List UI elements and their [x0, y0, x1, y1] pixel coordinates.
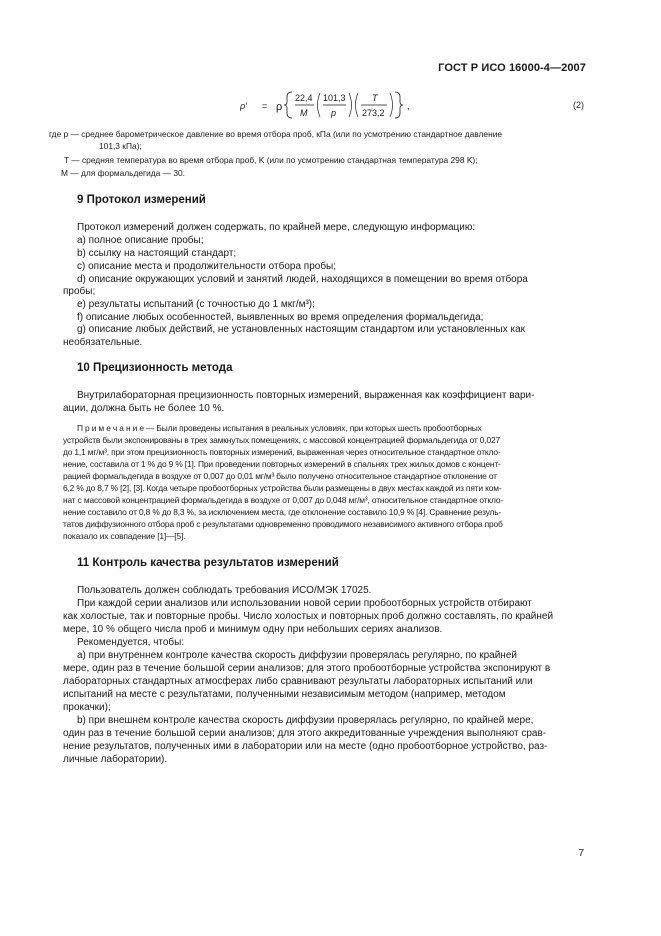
- note-line: П р и м е ч а н и е — Были проведены испытания в реальных условиях, при которых шесть пробоотборных: [77, 423, 482, 433]
- note-line: 6,2 % до 8,7 % [2], [3]. Когда четыре пробоотборных устройства были размещены в двух местах каждой из пяти ком-: [63, 483, 502, 493]
- section-11-line: как холостые, так и повторные пробы. Число холостых и повторных проб должно составлять, по крайней: [63, 611, 554, 622]
- formula-lhs: ρ′: [240, 101, 247, 111]
- note-line: до 1,1 мг/м³, при этом прецизионность повторных измерений, выраженная через относительное стандартное откло-: [63, 447, 501, 457]
- section-9-item-d-cont: пробы;: [63, 286, 96, 297]
- section-9-item-a: a) полное описание пробы;: [77, 235, 204, 246]
- note-line: татов диффузионного отбора проб с результатами одновременно проводимого независимого активного отбора проб: [63, 519, 503, 529]
- section-11-title: 11 Контроль качества результатов измерений: [77, 557, 339, 569]
- section-9-item-b: b) ссылку на настоящий стандарт;: [77, 248, 237, 259]
- formula-f2-den: p: [331, 108, 337, 118]
- note-line: нат с массовой концентрацией формальдегида в воздухе от 0,007 до 0,048 мг/м³, относительное стандартное откло-: [63, 495, 504, 505]
- note-line: нение составило от 0,8 % до 8,3 %, за исключением места, где отклонение составило 10,9 % [4]. Сравнение резуль-: [63, 507, 502, 517]
- equation-number: (2): [573, 100, 584, 110]
- section-9-item-d: d) описание окружающих условий и занятий людей, находящихся в помещении во время отбора: [77, 274, 528, 285]
- section-11-line: a) при внутреннем контроле качества скорость диффузии проверялась регулярно, по крайней: [77, 650, 517, 661]
- section-10-para-line-1: Внутрилабораторная прецизионность повторных измерений, выраженная как коэффициент вари-: [77, 390, 535, 401]
- section-11-line: личные лаборатории).: [63, 754, 168, 765]
- formula-eq: =: [262, 101, 268, 111]
- section-9-title: 9 Протокол измерений: [77, 194, 206, 206]
- formula-trail: ,: [407, 101, 410, 111]
- section-11-line: испытаний на месте с результатами, полученными независимым методом (например, методом: [63, 689, 506, 700]
- note-line: рацией формальдегида в воздухе от 0,007 до 0,01 мг/м³ было получено относительное стандартное отклонение от: [63, 471, 497, 481]
- formula-f2-num: 101,3: [323, 93, 346, 103]
- section-11-line: один раз в течение большой серии анализов; для этого аккредитованные учреждения выполняют срав-: [63, 728, 547, 739]
- note-line: устройств были экспонированы в трех замкнутых помещениях, с массовой концентрацией формальдегида от 0,027: [63, 435, 500, 445]
- section-11-line: Пользователь должен соблюдать требования ИСО/МЭК 17025.: [77, 585, 372, 596]
- where-line-4: M — для формальдегида — 30.: [61, 168, 186, 178]
- section-11-line: b) при внешнем контроле качества скорость диффузии проверялась регулярно, по крайней мере,: [77, 715, 534, 726]
- section-10-para-line-2: ации, должна быть не более 10 %.: [63, 403, 225, 414]
- document-header: ГОСТ Р ИСО 16000-4—2007: [438, 62, 586, 74]
- note-line: показало их совпадение [1]—[5].: [63, 531, 186, 541]
- page-number: 7: [578, 848, 584, 859]
- where-line-2: 101,3 кПа);: [99, 141, 142, 151]
- formula-f3-den: 273,2: [362, 108, 385, 118]
- where-line-3: T — средняя температура во время отбора проб, K (или по усмотрению стандартная температура 298 K);: [64, 155, 478, 165]
- section-11-line: лабораторных стандартных атмосферах либо сравнивают результаты лабораторных испытаний или: [63, 676, 533, 687]
- section-9-item-g-cont: необязательные.: [63, 337, 143, 348]
- section-9-item-c: c) описание места и продолжительности отбора пробы;: [77, 261, 337, 272]
- section-11-line: При каждой серии анализов или использовании новой серии пробоотборных устройств отбирают: [77, 598, 532, 609]
- section-11-line: нение результатов, полученных ими в лаборатории или на месте (одно пробоотборное устройство, раз-: [63, 741, 548, 752]
- section-9-intro: Протокол измерений должен содержать, по крайней мере, следующую информацию:: [77, 222, 476, 233]
- note-line: нение, составила от 1 % до 9 % [1]. При проведении повторных измерений в спальнях трех жилых домов с концент-: [63, 459, 501, 469]
- formula-f1-den: M: [300, 108, 308, 118]
- where-line-1: где p — среднее барометрическое давление во время отбора проб, кПа (или по усмотрению стандартное давление: [49, 129, 503, 139]
- section-9-item-f: f) описание любых особенностей, выявленных во время определения формальдегида;: [77, 312, 484, 323]
- formula-f3-num: T: [372, 93, 378, 103]
- section-10-title: 10 Прецизионность метода: [77, 362, 233, 374]
- section-11-line: Рекомендуется, чтобы:: [77, 637, 185, 648]
- section-11-line: мере, один раз в течение большой серии анализов; для этого пробоотборные устройства экспонируют в: [63, 663, 551, 674]
- formula-rho: ρ: [276, 101, 283, 113]
- formula-2: [240, 88, 580, 122]
- section-9-item-e: e) результаты испытаний (с точностью до 1 мкг/м³);: [77, 299, 315, 310]
- section-11-line: мере, 10 % общего числа проб и минимум одну при небольших сериях анализов.: [63, 624, 443, 635]
- section-11-line: прокачки);: [63, 702, 111, 713]
- section-9-item-g: g) описание любых действий, не установленных настоящим стандартом или установленных как: [77, 324, 526, 335]
- formula-f1-num: 22,4: [295, 93, 313, 103]
